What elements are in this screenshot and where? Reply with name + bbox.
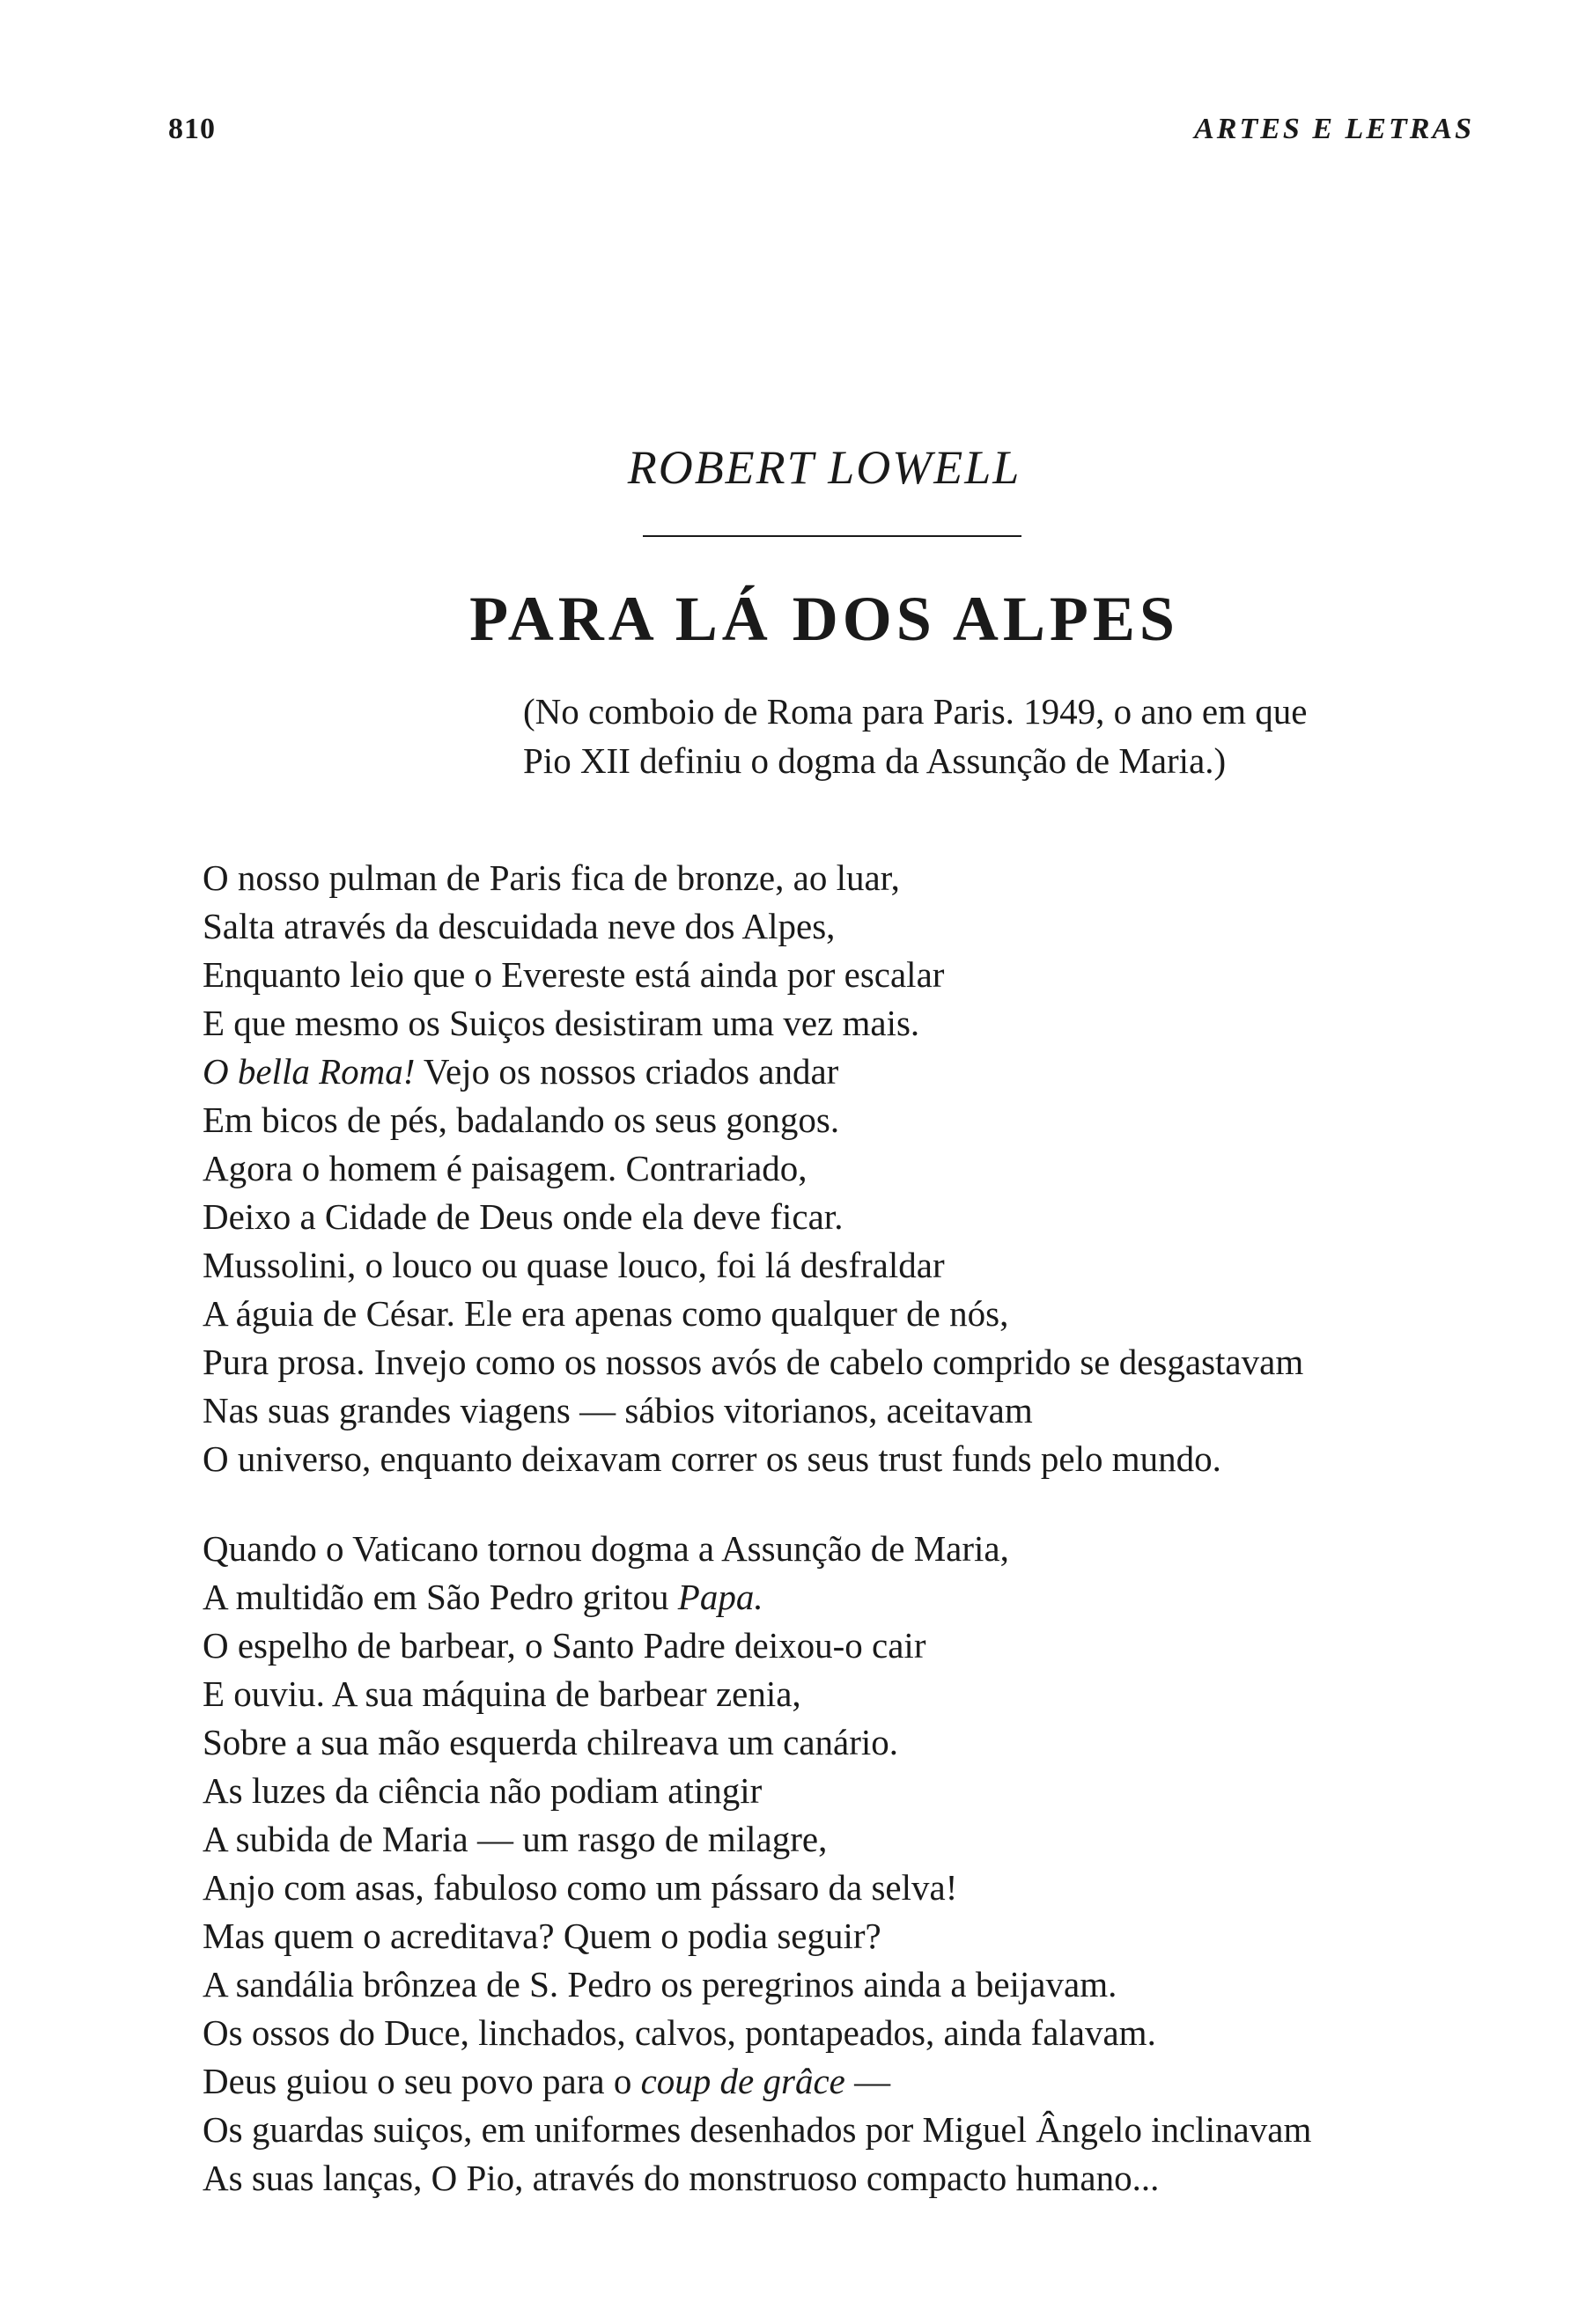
poem-line: As suas lanças, O Pio, através do monstruoso compacto humano... (203, 2158, 1160, 2198)
poem-line: As luzes da ciência não podiam atingir (203, 1770, 763, 1811)
poem-line-italic: Papa. (677, 1577, 763, 1617)
poem-line: Anjo com asas, fabuloso como um pássaro da selva! (203, 1867, 958, 1908)
poem-title: PARA LÁ DOS ALPES (469, 584, 1179, 654)
poem-line: Deixo a Cidade de Deus onde ela deve ficar. (203, 1196, 844, 1237)
poem-line: Pura prosa. Invejo como os nossos avós de cabelo comprido se desgastavam (203, 1342, 1304, 1382)
poem-line-italic: O bella Roma! (203, 1051, 416, 1092)
poem-line-tail: — (844, 2061, 891, 2101)
title-divider (643, 535, 1021, 537)
poem-line: Quando o Vaticano tornou dogma a Assunção de Maria, (203, 1528, 1009, 1569)
poem-line: Mas quem o acreditava? Quem o podia seguir? (203, 1916, 881, 1956)
poem-line: Nas suas grandes viagens — sábios vitorianos, aceitavam (203, 1390, 1033, 1430)
poem-line: A águia de César. Ele era apenas como qualquer de nós, (203, 1293, 1009, 1334)
poem-line: Enquanto leio que o Evereste está ainda por escalar (203, 954, 945, 995)
poem-line: O espelho de barbear, o Santo Padre deixou-o cair (203, 1625, 926, 1666)
poem-line: Os ossos do Duce, linchados, calvos, pontapeados, ainda falavam. (203, 2012, 1156, 2053)
poem-line: Em bicos de pés, badalando os seus gongos. (203, 1099, 840, 1140)
poem-line-text: A multidão em São Pedro gritou (203, 1577, 678, 1617)
poem-line-italic: coup de grâce (640, 2061, 845, 2101)
poem-line: A subida de Maria — um rasgo de milagre, (203, 1819, 828, 1859)
epigraph-line: (No comboio de Roma para Paris. 1949, o ano em que (523, 691, 1308, 732)
poem-line: Agora o homem é paisagem. Contrariado, (203, 1148, 807, 1188)
stanza-1 (203, 854, 1523, 1483)
poem-line (203, 2057, 1523, 2106)
author-name: ROBERT LOWELL (627, 441, 1021, 494)
poem-line: E ouviu. A sua máquina de barbear zenia, (203, 1673, 801, 1714)
poem-line: Salta através da descuidada neve dos Alpes, (203, 906, 836, 946)
poem-line: Mussolini, o louco ou quase louco, foi lá desfraldar (203, 1245, 945, 1285)
running-header: ARTES E LETRAS (1194, 113, 1474, 145)
poem-line (203, 1573, 1523, 1622)
poem-line-text: Vejo os nossos criados andar (415, 1051, 839, 1092)
poem-line: Sobre a sua mão esquerda chilreava um canário. (203, 1722, 899, 1762)
epigraph (523, 687, 1501, 785)
poem-line: O universo, enquanto deixavam correr os seus trust funds pelo mundo. (203, 1438, 1221, 1479)
poem-line: A sandália brônzea de S. Pedro os peregrinos ainda a beijavam. (203, 1964, 1117, 2004)
stanza-2 (203, 1525, 1523, 2203)
poem-line (203, 1048, 1523, 1096)
poem-line: Os guardas suiços, em uniformes desenhados por Miguel Ângelo inclinavam (203, 2109, 1312, 2150)
poem-line: O nosso pulman de Paris fica de bronze, ao luar, (203, 857, 900, 898)
epigraph-line: Pio XII definiu o dogma da Assunção de Maria.) (523, 740, 1227, 781)
poem-line-text: Deus guiou o seu povo para o (203, 2061, 641, 2101)
poem-line: E que mesmo os Suiços desistiram uma vez mais. (203, 1003, 920, 1043)
page-number: 810 (168, 113, 216, 145)
